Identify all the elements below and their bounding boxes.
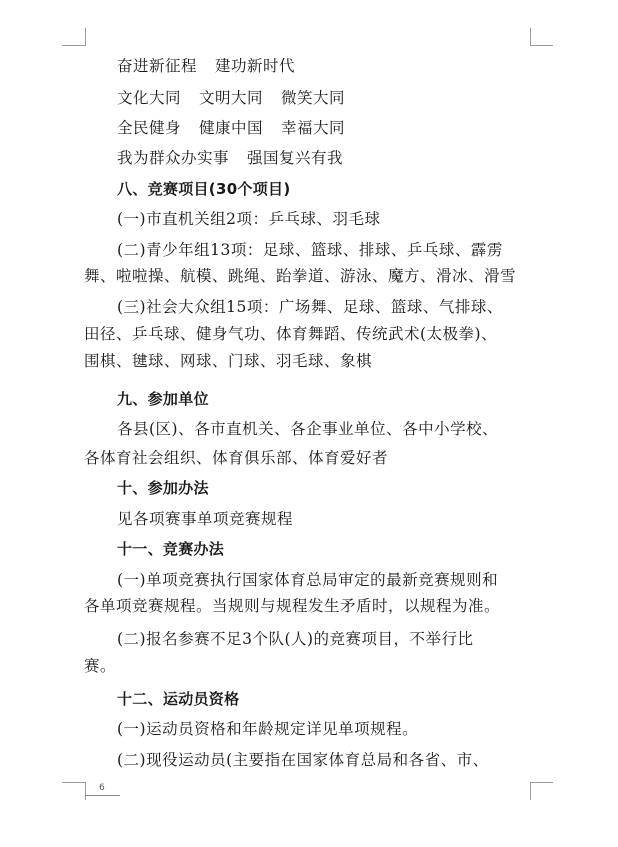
page-number: 6 [99,783,105,793]
crop-mark-bottom-right-h [530,782,553,783]
crop-mark-bottom-right-v [530,782,531,800]
crop-mark-top-right-v [530,28,531,46]
sec8-paragraph-1: (一)市直机关组2项：乒乓球、羽毛球 [117,210,381,228]
slogan-line-4: 我为群众办实事 强国复兴有我 [117,149,344,167]
slogan-line-2: 文化大同 文明大同 微笑大同 [117,89,346,107]
sec11-paragraph-2-line-2: 赛。 [84,657,117,675]
sec8-paragraph-3-line-2: 田径、乒乓球、健身气功、体育舞蹈、传统武术(太极拳)、 [84,325,498,343]
sec12-paragraph-2: (二)现役运动员(主要指在国家体育总局和各省、市、 [117,751,489,769]
section-9-heading: 九、参加单位 [117,390,209,408]
sec11-paragraph-1-line-2: 各单项竞赛规程。当规则与规程发生矛盾时，以规程为准。 [84,597,501,615]
crop-mark-top-left-v [85,28,86,46]
crop-mark-top-left-h [62,45,85,46]
section-12-heading: 十二、运动员资格 [117,690,240,708]
sec10-line-1: 见各项赛事单项竞赛规程 [117,510,294,528]
crop-mark-top-right-h [530,45,553,46]
sec9-line-2: 各体育社会组织、体育俱乐部、体育爱好者 [84,449,389,467]
crop-mark-bottom-left-v [85,782,86,800]
section-8-heading: 八、竞赛项目(30个项目) [117,180,291,198]
crop-mark-bottom-left-h [62,782,85,783]
slogan-line-1: 奋进新征程 建功新时代 [117,57,296,75]
section-11-heading: 十一、竞赛办法 [117,540,225,558]
section-10-heading: 十、参加办法 [117,479,209,497]
slogan-line-3: 全民健身 健康中国 幸福大同 [117,119,346,137]
sec8-paragraph-2-line-1: (二)青少年组13项：足球、篮球、排球、乒乓球、霹雳 [117,241,503,259]
sec8-paragraph-3-line-3: 围棋、毽球、网球、门球、羽毛球、象棋 [84,352,373,370]
sec8-paragraph-3-line-1: (三)社会大众组15项：广场舞、足球、篮球、气排球、 [117,298,503,316]
sec11-paragraph-1-line-1: (一)单项竞赛执行国家体育总局审定的最新竞赛规则和 [117,571,499,589]
sec9-line-1: 各县(区)、各市直机关、各企事业单位、各中小学校、 [117,420,499,438]
sec11-paragraph-2-line-1: (二)报名参赛不足3个队(人)的竞赛项目，不举行比 [117,630,474,648]
footer-rule [85,795,120,796]
sec8-paragraph-2-line-2: 舞、啦啦操、航模、跳绳、跆拳道、游泳、魔方、滑冰、滑雪 [84,267,517,285]
sec12-paragraph-1: (一)运动员资格和年龄规定详见单项规程。 [117,720,419,738]
